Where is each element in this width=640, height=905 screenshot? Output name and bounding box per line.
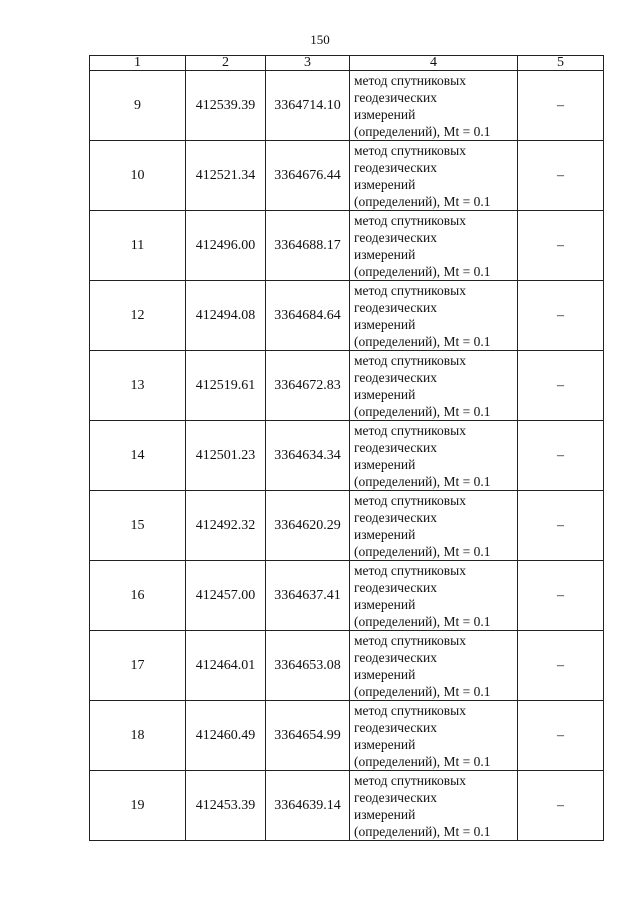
method-line: геодезических — [354, 439, 437, 455]
note-cell: – — [518, 771, 604, 841]
point-number-cell: 19 — [90, 771, 186, 841]
table-row — [90, 71, 604, 141]
y-coordinate-cell: 3364654.99 — [266, 701, 350, 771]
method-line: измерений — [354, 666, 416, 682]
table-row — [90, 211, 604, 281]
table-header-row — [90, 56, 604, 71]
method-line: измерений — [354, 106, 416, 122]
point-number-cell: 12 — [90, 281, 186, 351]
point-number-cell: 10 — [90, 141, 186, 211]
method-line: (определений), Mt = 0.1 — [354, 333, 491, 349]
method-line: (определений), Mt = 0.1 — [354, 403, 491, 419]
y-coordinate-cell: 3364653.08 — [266, 631, 350, 701]
method-line: (определений), Mt = 0.1 — [354, 543, 491, 559]
table-row — [90, 561, 604, 631]
note-cell: – — [518, 631, 604, 701]
x-coordinate-cell: 412539.39 — [186, 71, 266, 141]
method-line: (определений), Mt = 0.1 — [354, 263, 491, 279]
method-line: метод спутниковых — [354, 352, 466, 368]
y-coordinate-cell: 3364634.34 — [266, 421, 350, 491]
method-line: геодезических — [354, 789, 437, 805]
note-cell: – — [518, 561, 604, 631]
method-line: измерений — [354, 736, 416, 752]
y-coordinate-cell: 3364672.83 — [266, 351, 350, 421]
method-cell — [350, 421, 518, 491]
method-cell — [350, 141, 518, 211]
y-coordinate-cell: 3364639.14 — [266, 771, 350, 841]
method-cell — [350, 71, 518, 141]
x-coordinate-cell: 412501.23 — [186, 421, 266, 491]
point-number-cell: 16 — [90, 561, 186, 631]
method-line: (определений), Mt = 0.1 — [354, 753, 491, 769]
method-line: измерений — [354, 386, 416, 402]
method-line: метод спутниковых — [354, 772, 466, 788]
note-cell: – — [518, 281, 604, 351]
method-line: измерений — [354, 456, 416, 472]
y-coordinate-cell: 3364684.64 — [266, 281, 350, 351]
method-line: измерений — [354, 316, 416, 332]
method-line: (определений), Mt = 0.1 — [354, 193, 491, 209]
x-coordinate-cell: 412496.00 — [186, 211, 266, 281]
y-coordinate-cell: 3364676.44 — [266, 141, 350, 211]
x-coordinate-cell: 412464.01 — [186, 631, 266, 701]
x-coordinate-cell: 412519.61 — [186, 351, 266, 421]
method-line: геодезических — [354, 159, 437, 175]
note-cell: – — [518, 211, 604, 281]
method-line: метод спутниковых — [354, 562, 466, 578]
table-row — [90, 281, 604, 351]
x-coordinate-cell: 412521.34 — [186, 141, 266, 211]
x-coordinate-cell: 412460.49 — [186, 701, 266, 771]
method-line: геодезических — [354, 509, 437, 525]
method-line: геодезических — [354, 369, 437, 385]
method-line: метод спутниковых — [354, 72, 466, 88]
column-header: 5 — [518, 56, 604, 71]
point-number-cell: 17 — [90, 631, 186, 701]
table-row — [90, 771, 604, 841]
method-line: геодезических — [354, 229, 437, 245]
y-coordinate-cell: 3364714.10 — [266, 71, 350, 141]
method-line: (определений), Mt = 0.1 — [354, 123, 491, 139]
page-number: 150 — [310, 32, 330, 47]
note-cell: – — [518, 421, 604, 491]
method-line: (определений), Mt = 0.1 — [354, 473, 491, 489]
y-coordinate-cell: 3364637.41 — [266, 561, 350, 631]
x-coordinate-cell: 412457.00 — [186, 561, 266, 631]
method-line: измерений — [354, 246, 416, 262]
x-coordinate-cell: 412492.32 — [186, 491, 266, 561]
method-cell — [350, 701, 518, 771]
table-row — [90, 421, 604, 491]
y-coordinate-cell: 3364620.29 — [266, 491, 350, 561]
table-row — [90, 351, 604, 421]
method-line: (определений), Mt = 0.1 — [354, 823, 491, 839]
method-line: геодезических — [354, 719, 437, 735]
point-number-cell: 15 — [90, 491, 186, 561]
method-line: (определений), Mt = 0.1 — [354, 683, 491, 699]
method-line: метод спутниковых — [354, 422, 466, 438]
column-header: 2 — [186, 56, 266, 71]
method-cell — [350, 631, 518, 701]
point-number-cell: 9 — [90, 71, 186, 141]
method-line: измерений — [354, 596, 416, 612]
method-line: метод спутниковых — [354, 702, 466, 718]
table-row — [90, 141, 604, 211]
column-header: 3 — [266, 56, 350, 71]
note-cell: – — [518, 141, 604, 211]
note-cell: – — [518, 71, 604, 141]
method-line: геодезических — [354, 89, 437, 105]
method-cell — [350, 281, 518, 351]
method-line: метод спутниковых — [354, 632, 466, 648]
column-header: 4 — [350, 56, 518, 71]
column-header: 1 — [90, 56, 186, 71]
method-line: (определений), Mt = 0.1 — [354, 613, 491, 629]
table-row — [90, 631, 604, 701]
method-line: измерений — [354, 806, 416, 822]
method-cell — [350, 771, 518, 841]
method-line: геодезических — [354, 579, 437, 595]
coordinates-table — [89, 55, 604, 841]
method-line: геодезических — [354, 649, 437, 665]
note-cell: – — [518, 351, 604, 421]
method-cell — [350, 211, 518, 281]
method-line: измерений — [354, 526, 416, 542]
method-line: метод спутниковых — [354, 282, 466, 298]
table-row — [90, 491, 604, 561]
method-cell — [350, 491, 518, 561]
method-cell — [350, 561, 518, 631]
method-line: метод спутниковых — [354, 142, 466, 158]
method-line: метод спутниковых — [354, 492, 466, 508]
point-number-cell: 18 — [90, 701, 186, 771]
point-number-cell: 11 — [90, 211, 186, 281]
method-line: геодезических — [354, 299, 437, 315]
note-cell: – — [518, 701, 604, 771]
x-coordinate-cell: 412494.08 — [186, 281, 266, 351]
table-row — [90, 701, 604, 771]
method-cell — [350, 351, 518, 421]
y-coordinate-cell: 3364688.17 — [266, 211, 350, 281]
point-number-cell: 13 — [90, 351, 186, 421]
note-cell: – — [518, 491, 604, 561]
table-body — [90, 56, 604, 841]
method-line: метод спутниковых — [354, 212, 466, 228]
x-coordinate-cell: 412453.39 — [186, 771, 266, 841]
method-line: измерений — [354, 176, 416, 192]
point-number-cell: 14 — [90, 421, 186, 491]
